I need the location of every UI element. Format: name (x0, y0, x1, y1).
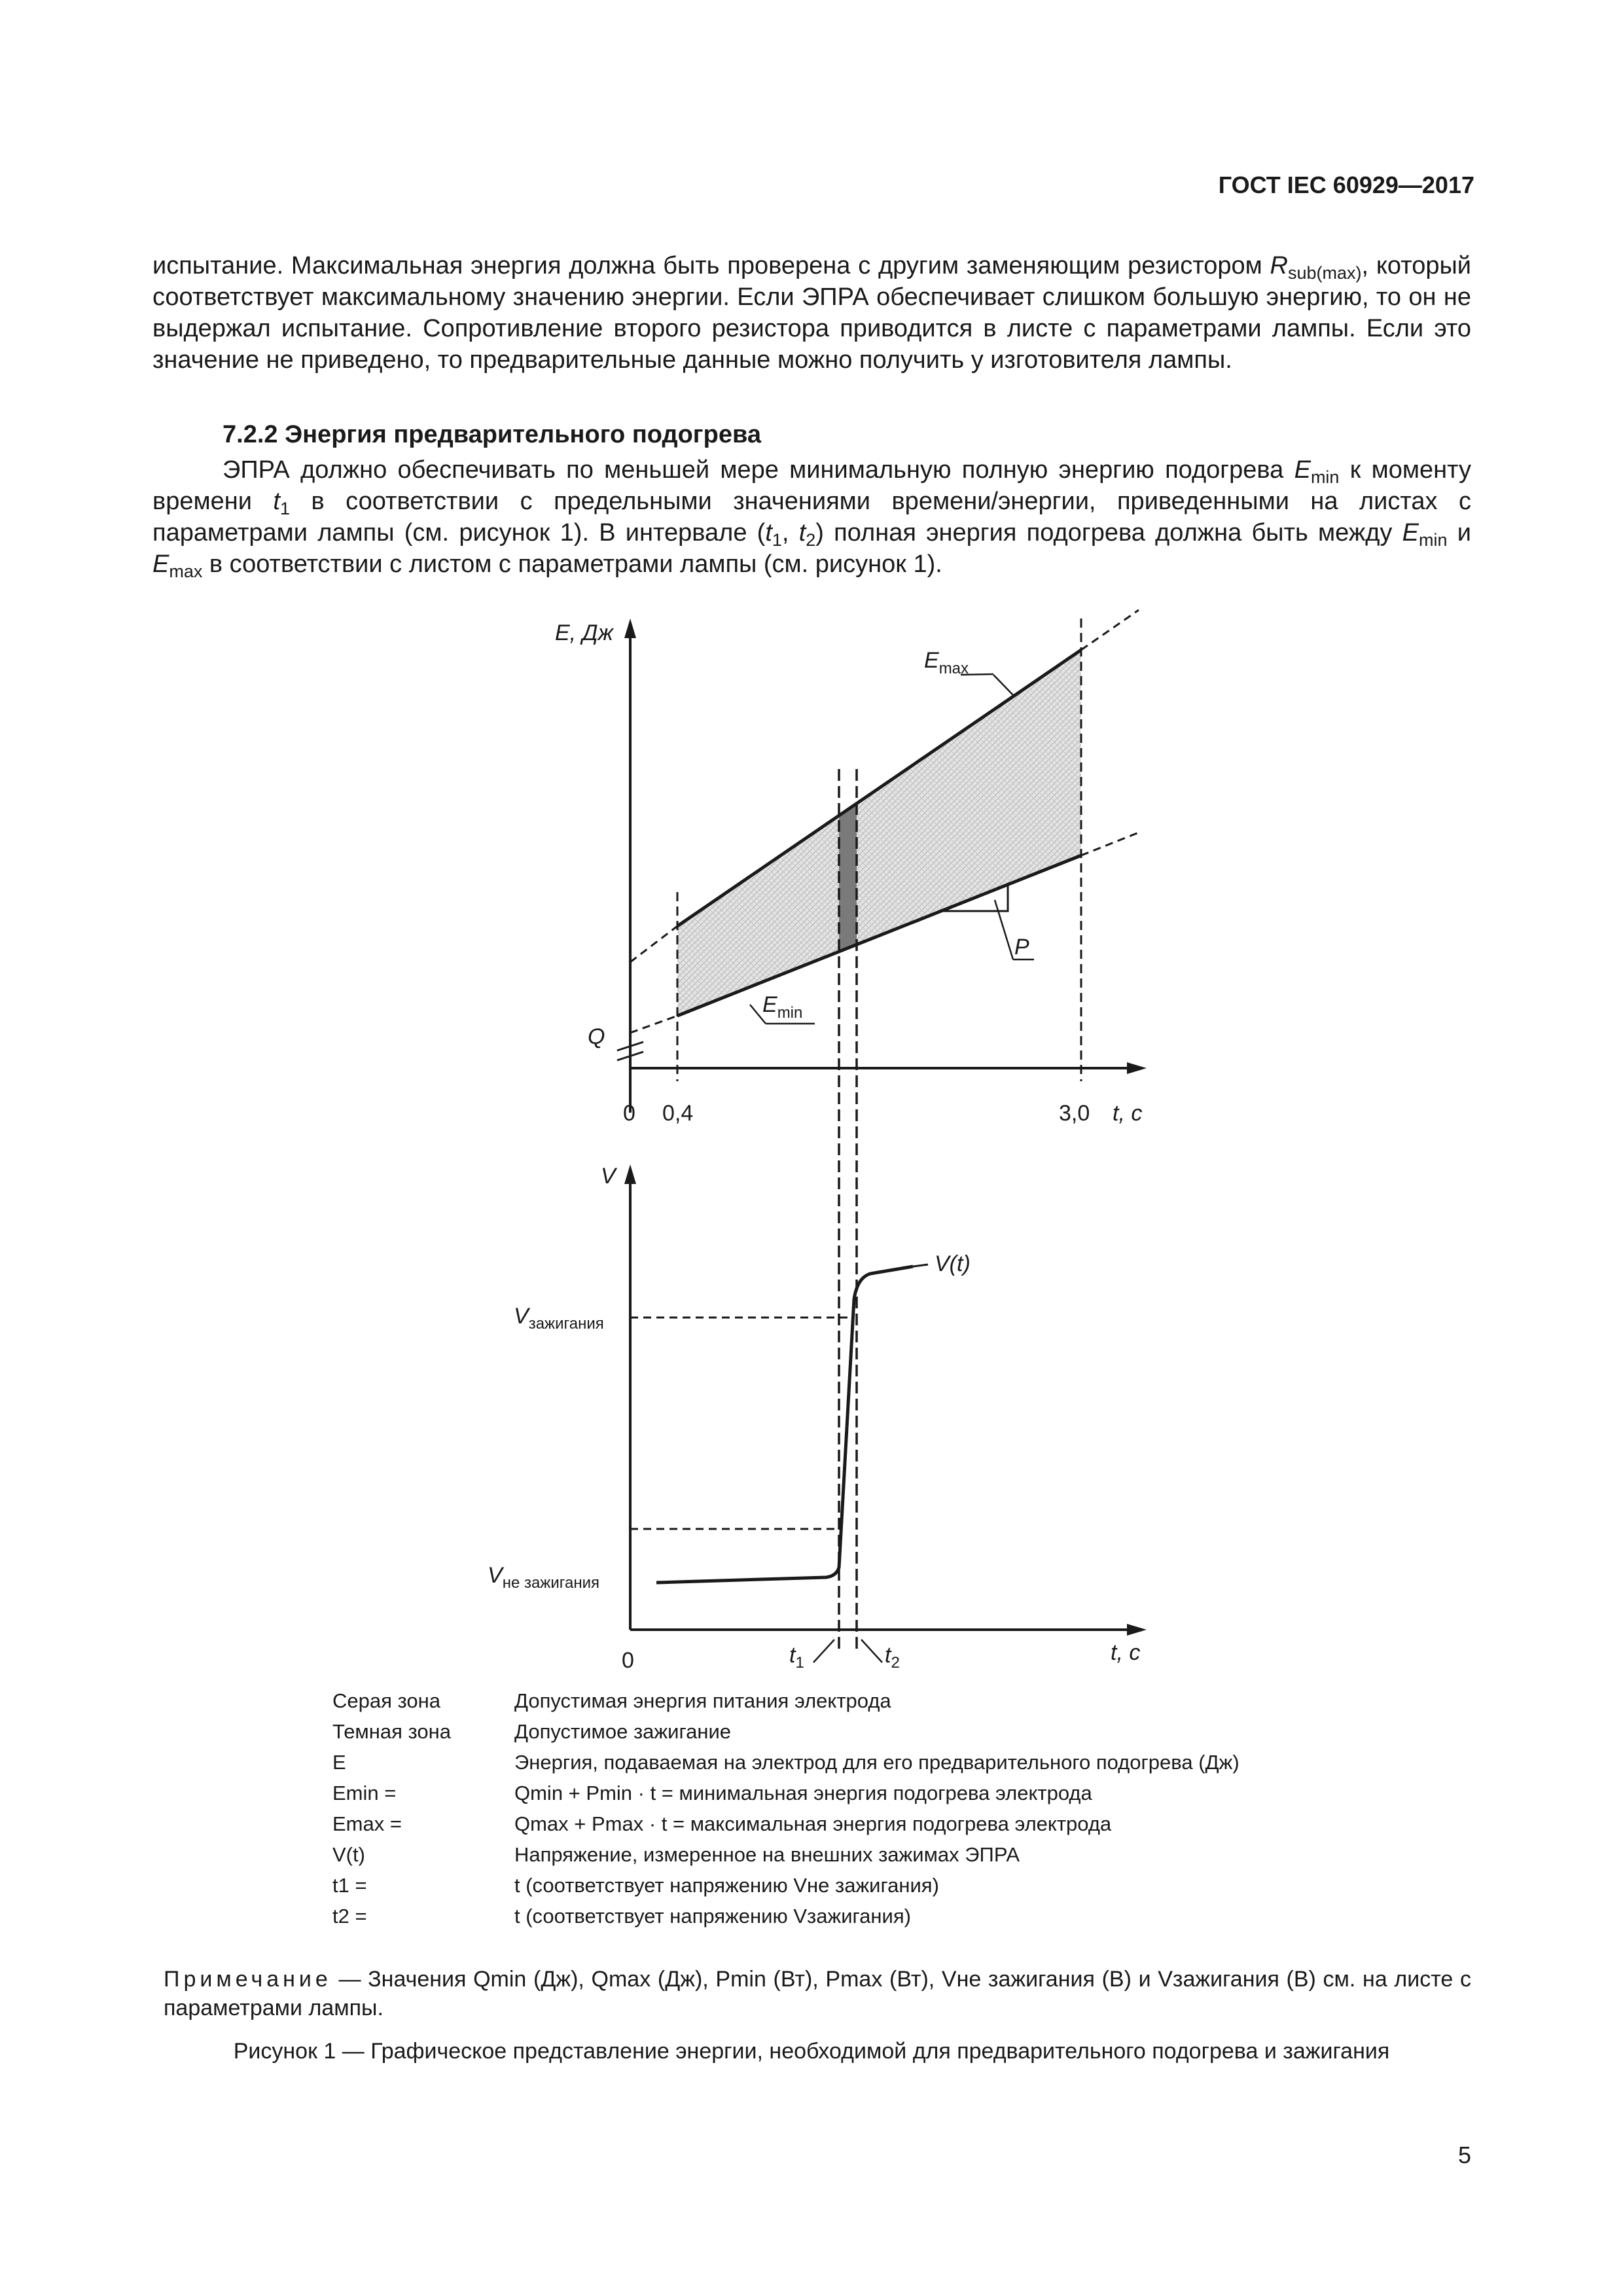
legend-definition: Допустимая энергия питания электрода (514, 1689, 891, 1712)
figure-legend (332, 1685, 1240, 1931)
q-label: Q (588, 1024, 605, 1049)
t-axis-arrow (1127, 1624, 1147, 1636)
y-axis-arrow (624, 619, 636, 638)
page-number: 5 (1457, 2142, 1471, 2168)
t2-label: $t_2$ (885, 1643, 900, 1672)
dark-zone (839, 803, 857, 951)
legend-definition: Энергия, подаваемая на электрод для его предварительного подогрева (Дж) (514, 1751, 1240, 1774)
t1-leader (813, 1640, 834, 1662)
legend-row (332, 1747, 1240, 1778)
section-paragraph: ЭПРА должно обеспечивать по меньшей мере минимальную полную энергию подогрева $E_{min}$ к моменту времени $t_1$ в соответствии с предельными значениями времени/энергии, приведенными на листах с параметрами лампы (см. рисунок 1). В интервале ($t_1$, $t_2$) полная энергия подогрева должна быть между $E_{min}$ и $E_{max}$ в соответствии с листом с параметрами лампы (см. рисунок 1). (152, 456, 1472, 581)
v-t-label: V(t) (935, 1251, 971, 1276)
legend-row (332, 1901, 1240, 1931)
x-tick-0: 0 (623, 1101, 635, 1126)
figure-caption: Рисунок 1 — Графическое представление энергии, необходимой для предварительного подогрева и зажигания (233, 2039, 1390, 2064)
legend-definition: Qmax + Pmax · t = максимальная энергия подогрева электрода (514, 1812, 1112, 1835)
legend-term: E (332, 1751, 346, 1774)
emax-label: $E_{max}$ (924, 648, 969, 677)
energy-chart (555, 610, 1147, 1126)
v-no-ignition-label: $V_{не зажигания}$ (488, 1563, 599, 1592)
gray-zone (677, 650, 1081, 1016)
v-ignition-label: $V_{зажигания}$ (514, 1304, 604, 1333)
v-axis-arrow (624, 1164, 636, 1184)
v-axis-label: V (601, 1164, 616, 1189)
x-axis-arrow (1127, 1062, 1147, 1074)
time-axis-label-bottom: t, с (1111, 1640, 1141, 1665)
p-leader (995, 900, 1013, 960)
emax-line-dashed-right (1081, 610, 1139, 650)
time-axis-label-top: t, с (1113, 1101, 1143, 1126)
x-tick-0-4: 0,4 (662, 1101, 694, 1126)
t2-leader (861, 1640, 882, 1662)
legend-definition: t (соответствует напряжению Vзажигания) (514, 1905, 911, 1928)
legend-definition: Qmin + Pmin · t = минимальная энергия подогрева электрода (514, 1782, 1092, 1804)
legend-term: V(t) (332, 1843, 365, 1866)
legend-row (332, 1808, 1240, 1839)
legend-term: Emin = (332, 1782, 397, 1804)
emax-leader-diag (993, 675, 1013, 695)
legend-definition: t (соответствует напряжению Vне зажигания) (514, 1874, 939, 1897)
v-t-leader (913, 1265, 928, 1266)
legend-term: t1 = (332, 1874, 367, 1897)
v-t-curve (656, 1266, 913, 1583)
emin-line-dashed-left (630, 1016, 677, 1033)
emin-label: $E_{min}$ (762, 992, 803, 1022)
t1-label: $t_1$ (789, 1643, 804, 1672)
energy-axis-label: E, Дж (555, 620, 613, 645)
legend-row (332, 1685, 1240, 1716)
legend-row (332, 1870, 1240, 1901)
legend-term: Темная зона (332, 1720, 451, 1743)
section-heading: 7.2.2 Энергия предварительного подогрева (223, 421, 761, 448)
legend-row (332, 1839, 1240, 1870)
p-label: P (1014, 935, 1029, 960)
legend-term: Серая зона (332, 1689, 440, 1712)
legend-definition: Допустимое зажигание (514, 1720, 731, 1743)
voltage-chart (488, 1164, 1147, 1673)
legend-row (332, 1716, 1240, 1747)
emin-line-dashed-right (1081, 833, 1139, 855)
origin-label: 0 (622, 1648, 634, 1673)
figure-note: Примечание — Значения Qmin (Дж), Qmax (Дж), Pmin (Вт), Pmax (Вт), Vне зажигания (В) и Vзажигания (В) см. на листе с параметрами лампы. (164, 1967, 1471, 2020)
emax-line-dashed-left (630, 926, 677, 962)
x-tick-3-0: 3,0 (1059, 1101, 1090, 1126)
document-standard-header: ГОСТ IEC 60929—2017 (1218, 171, 1474, 198)
legend-term: t2 = (332, 1905, 367, 1928)
intro-paragraph: испытание. Максимальная энергия должна быть проверена с другим заменяющим резистором $R_{sub(max)}$, который соответствует максимальному значению энергии. Если ЭПРА обеспечивает слишком большую энергию, то он не выдержал испытание. Сопротивление второго резистора приводится в листе с параметрами лампы. Если это значение не приведено, то предварительные данные можно получить у изготовителя лампы. (152, 252, 1471, 374)
legend-term: Emax = (332, 1812, 402, 1835)
legend-row (332, 1778, 1240, 1808)
legend-definition: Напряжение, измеренное на внешних зажимах ЭПРА (514, 1843, 1020, 1866)
